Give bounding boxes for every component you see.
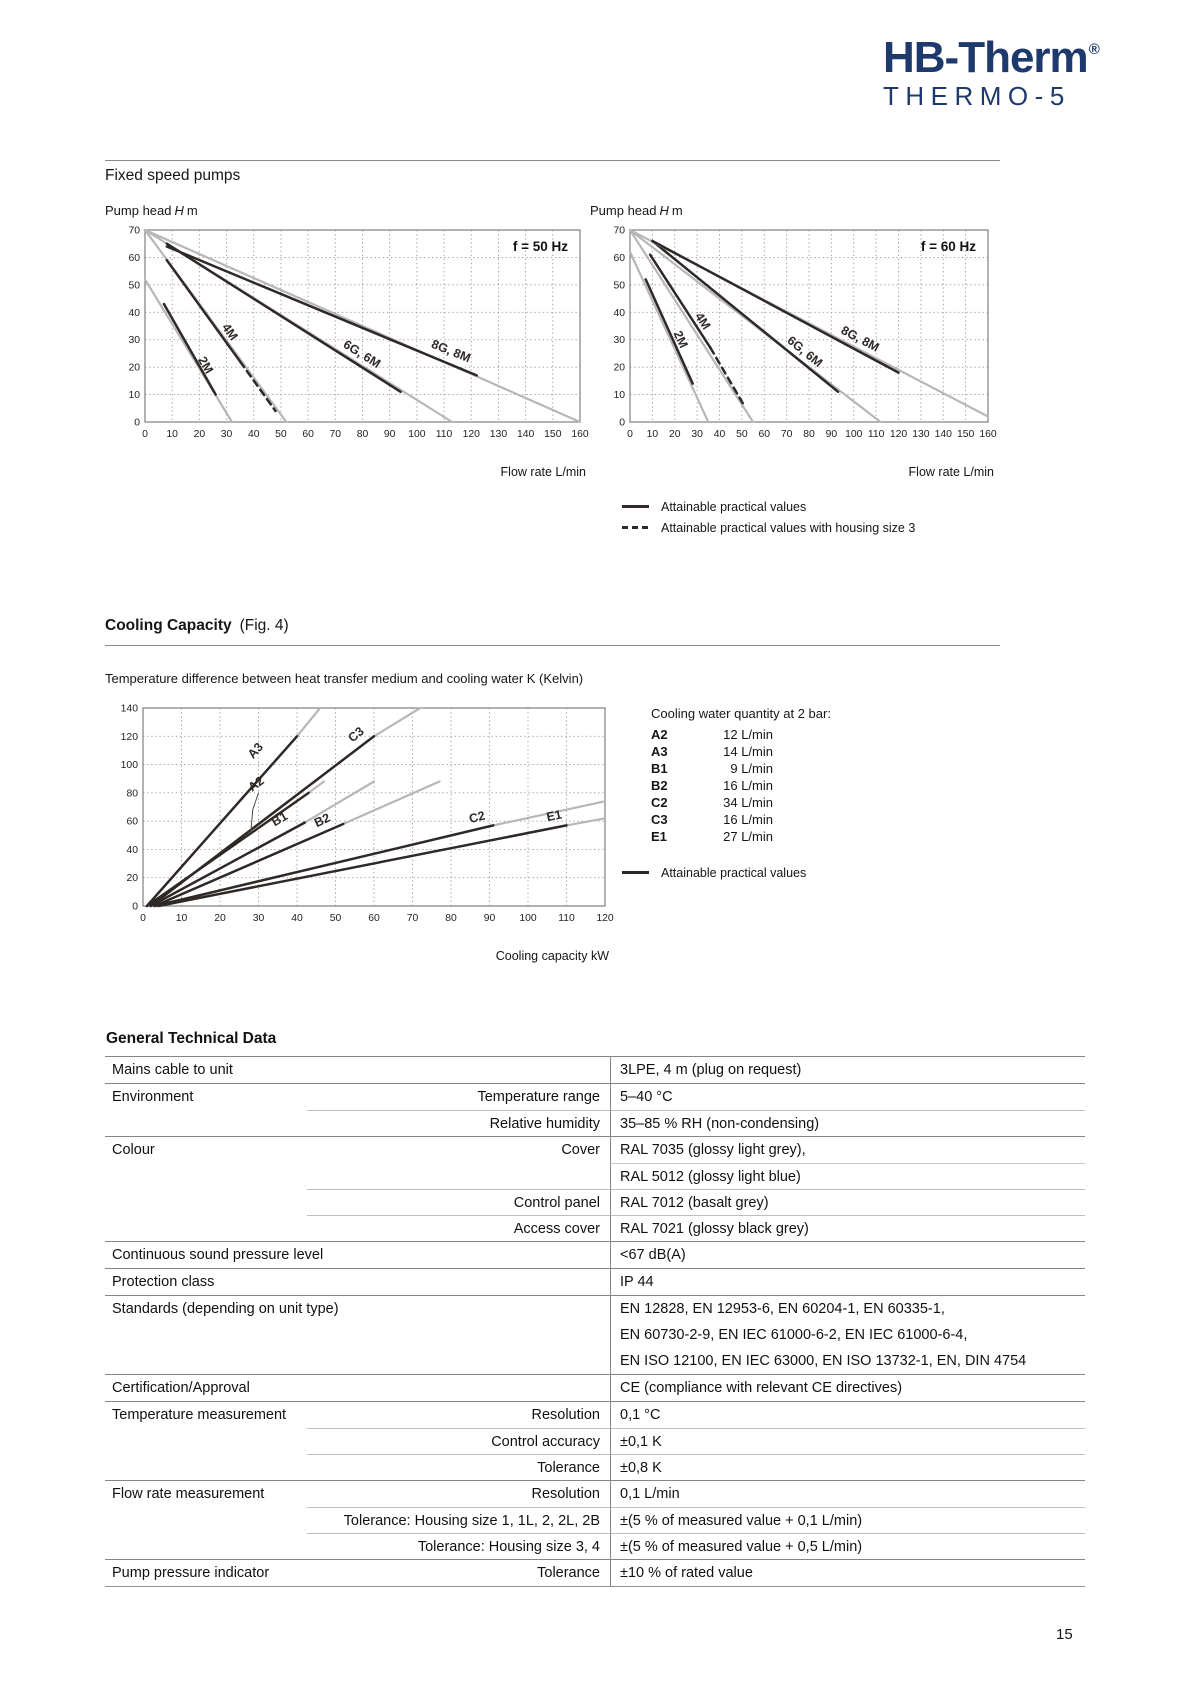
table-row <box>105 1454 1085 1480</box>
logo-brand-text <box>883 33 1099 82</box>
table-sub-label <box>307 1322 610 1348</box>
table-label-cell <box>105 1454 610 1480</box>
dashed-line-sample <box>622 526 649 529</box>
table-label-cell <box>105 1402 610 1428</box>
table-label-cell <box>105 1137 610 1163</box>
table-main-label <box>105 1215 307 1241</box>
table-main-label: Pump pressure indicator <box>112 1565 270 1581</box>
x-tick-label: 20 <box>214 913 226 924</box>
y-tick-label: 60 <box>126 816 138 828</box>
x-tick-label: 160 <box>979 429 997 440</box>
table-value: 5–40 °C <box>610 1084 1085 1110</box>
table-value: 35–85 % RH (non-condensing) <box>610 1110 1085 1136</box>
axis-title-variable: H <box>659 203 669 218</box>
table-sub-label <box>307 1348 610 1374</box>
curve-label-6G, 6M: 6G, 6M <box>340 337 383 371</box>
legend-item <box>622 496 915 517</box>
x-tick-label: 50 <box>736 429 748 440</box>
x-tick-label: 120 <box>889 429 908 440</box>
table-main-label: Protection class <box>112 1274 215 1290</box>
x-tick-label: 30 <box>252 913 265 924</box>
curve-E1-extension <box>567 818 606 825</box>
pumps-section-heading: Fixed speed pumps <box>105 167 241 184</box>
curve-label-6G, 6M: 6G, 6M <box>784 333 826 371</box>
curve-4M <box>167 260 240 362</box>
flow-code: C2 <box>651 795 668 810</box>
y-tick-label: 70 <box>613 225 625 237</box>
x-tick-label: 140 <box>934 429 952 440</box>
x-tick-label: 60 <box>758 429 771 440</box>
curve-label-C3: C3 <box>345 724 367 746</box>
pump-50hz-chart <box>105 222 590 456</box>
flow-code: C3 <box>651 812 668 827</box>
table-sub-label <box>307 1269 610 1295</box>
flow-list-item <box>651 726 831 743</box>
x-tick-label: 100 <box>408 429 426 440</box>
flow-code: E1 <box>651 829 667 844</box>
y-tick-label: 50 <box>613 280 625 292</box>
table-main-label: Temperature measurement <box>112 1407 287 1423</box>
x-tick-label: 90 <box>383 429 396 440</box>
table-row <box>105 1348 1085 1374</box>
table-row <box>105 1507 1085 1533</box>
x-tick-label: 120 <box>596 913 614 924</box>
pump-chart-50hz-block <box>105 203 590 479</box>
table-value: ±10 % of rated value <box>610 1560 1085 1586</box>
x-tick-label: 110 <box>867 429 885 440</box>
pump-chart-60hz-block <box>590 203 998 479</box>
x-tick-label: 70 <box>406 913 419 924</box>
flow-list-item <box>651 811 831 828</box>
table-main-label <box>105 1348 307 1374</box>
table-label-cell <box>105 1560 610 1586</box>
y-tick-label: 0 <box>619 417 625 429</box>
curve-4M-extension <box>630 230 753 422</box>
table-sub-label <box>307 1242 610 1268</box>
table-value: RAL 7035 (glossy light grey), <box>610 1137 1085 1163</box>
table-row <box>105 1136 1085 1163</box>
legend-item <box>622 517 915 538</box>
y-tick-label: 20 <box>128 362 140 374</box>
table-value: IP 44 <box>610 1269 1085 1295</box>
table-sub-label <box>307 1375 610 1401</box>
cooling-section-heading <box>105 617 289 635</box>
x-tick-label: 120 <box>462 429 480 440</box>
pump-head-axis-title <box>590 203 998 222</box>
axis-title-prefix: Pump head <box>590 203 657 218</box>
y-tick-label: 60 <box>128 252 140 264</box>
table-main-label: Flow rate measurement <box>112 1486 265 1502</box>
curve-label-B1: B1 <box>269 809 291 830</box>
curve-label-A2: A2 <box>245 773 267 795</box>
table-value: EN ISO 12100, EN IEC 63000, EN ISO 13732-1, EN, DIN 4754 <box>610 1348 1085 1374</box>
table-value: EN 12828, EN 12953-6, EN 60204-1, EN 60335-1, <box>610 1296 1085 1322</box>
table-row <box>105 1215 1085 1241</box>
x-tick-label: 80 <box>356 429 369 440</box>
axis-title-unit: m <box>671 203 683 218</box>
x-tick-label: 40 <box>247 429 260 440</box>
cooling-chart-legend <box>622 862 806 883</box>
table-value: RAL 7021 (glossy black grey) <box>610 1215 1085 1241</box>
cooling-water-quantity-title: Cooling water quantity at 2 bar: <box>651 706 831 721</box>
y-tick-label: 80 <box>126 788 138 800</box>
x-tick-label: 0 <box>142 429 148 440</box>
y-tick-label: 20 <box>126 873 138 885</box>
x-tick-label: 20 <box>668 429 681 440</box>
table-main-label <box>105 1189 307 1215</box>
y-tick-label: 40 <box>613 307 625 319</box>
table-sub-label: Access cover <box>307 1215 610 1241</box>
flow-value: 16 L/min <box>723 812 773 827</box>
table-label-cell <box>105 1533 610 1559</box>
section-divider <box>105 160 1000 161</box>
table-label-cell <box>105 1110 610 1136</box>
x-tick-label: 130 <box>489 429 508 440</box>
frequency-annotation: f = 60 Hz <box>920 239 976 254</box>
curve-8G, 8M <box>652 241 898 373</box>
flow-value: 16 L/min <box>723 778 773 793</box>
x-tick-label: 100 <box>519 913 537 924</box>
x-tick-label: 50 <box>275 429 287 440</box>
general-technical-data-section <box>105 1030 1085 1587</box>
table-row <box>105 1163 1085 1189</box>
table-label-cell <box>105 1215 610 1241</box>
curve-label-A3: A3 <box>244 739 267 762</box>
table-main-label <box>105 1454 307 1480</box>
table-label-cell <box>105 1242 610 1268</box>
table-main-label: Continuous sound pressure level <box>112 1247 324 1263</box>
table-main-label: Environment <box>112 1089 194 1105</box>
cooling-heading-bold: Cooling Capacity <box>105 617 232 634</box>
table-label-cell <box>105 1322 610 1348</box>
x-tick-label: 50 <box>329 913 342 924</box>
x-tick-label: 10 <box>646 429 659 440</box>
table-main-label <box>105 1507 307 1533</box>
x-tick-label: 0 <box>627 429 633 440</box>
table-value: CE (compliance with relevant CE directives) <box>610 1375 1085 1401</box>
table-main-label <box>105 1428 307 1454</box>
flow-value: 14 L/min <box>723 744 773 759</box>
table-sub-label: Control accuracy <box>307 1428 610 1454</box>
cooling-chart-block <box>105 700 617 963</box>
table-sub-label <box>307 1296 610 1322</box>
table-sub-label: Temperature range <box>477 1089 600 1105</box>
curve-label-C2: C2 <box>467 808 487 826</box>
table-label-cell <box>105 1057 610 1083</box>
table-row <box>105 1533 1085 1559</box>
x-tick-label: 60 <box>302 429 314 440</box>
table-label-cell <box>105 1348 610 1374</box>
x-tick-label: 70 <box>329 429 342 440</box>
table-value: 0,1 L/min <box>610 1481 1085 1507</box>
curve-4M-dashed <box>711 348 745 406</box>
pump-chart-legend <box>622 496 915 538</box>
table-main-label: Mains cable to unit <box>112 1062 233 1078</box>
flow-list-item <box>651 743 831 760</box>
table-row <box>105 1295 1085 1322</box>
flow-rate-xlabel: Flow rate L/min <box>500 465 586 479</box>
y-tick-label: 0 <box>132 901 138 913</box>
table-value: RAL 5012 (glossy light blue) <box>610 1163 1085 1189</box>
table-row <box>105 1083 1085 1110</box>
table-row <box>105 1056 1085 1083</box>
x-tick-label: 130 <box>912 429 930 440</box>
table-label-cell <box>105 1428 610 1454</box>
x-tick-label: 80 <box>803 429 815 440</box>
y-tick-label: 0 <box>134 417 140 429</box>
table-row <box>105 1374 1085 1401</box>
curve-label-B2: B2 <box>312 810 333 831</box>
table-value: ±(5 % of measured value + 0,5 L/min) <box>610 1533 1085 1559</box>
cooling-water-quantity-panel <box>651 706 831 845</box>
x-tick-label: 160 <box>571 429 589 440</box>
x-tick-label: 70 <box>780 429 793 440</box>
curve-A3-extension <box>297 708 320 736</box>
table-label-cell <box>105 1375 610 1401</box>
y-tick-label: 20 <box>613 362 625 374</box>
table-row <box>105 1401 1085 1428</box>
pump-head-axis-title <box>105 203 590 222</box>
x-tick-label: 40 <box>713 429 726 440</box>
axis-title-prefix: Pump head <box>105 203 172 218</box>
x-tick-label: 20 <box>193 429 206 440</box>
x-tick-label: 90 <box>483 913 496 924</box>
y-tick-label: 30 <box>613 335 625 347</box>
table-sub-label: Tolerance: Housing size 1, 1L, 2, 2L, 2B <box>307 1507 610 1533</box>
flow-list-item <box>651 777 831 794</box>
y-tick-label: 30 <box>128 335 140 347</box>
curve-label-2M: 2M <box>670 328 691 351</box>
table-main-label <box>105 1533 307 1559</box>
solid-line-sample <box>622 871 649 874</box>
table-value: RAL 7012 (basalt grey) <box>610 1189 1085 1215</box>
flow-code: B2 <box>651 778 668 793</box>
table-sub-label: Resolution <box>531 1486 600 1502</box>
table-row <box>105 1189 1085 1215</box>
y-tick-label: 40 <box>128 307 140 319</box>
flow-value: 9 L/min <box>730 761 773 776</box>
flow-value: 27 L/min <box>723 829 773 844</box>
table-heading: General Technical Data <box>106 1030 277 1047</box>
table-value: EN 60730-2-9, EN IEC 61000-6-2, EN IEC 61000-6-4, <box>610 1322 1085 1348</box>
section-divider <box>105 645 1000 646</box>
table-value: <67 dB(A) <box>610 1242 1085 1268</box>
curve-label-4M: 4M <box>219 320 241 344</box>
curve-label-8G, 8M: 8G, 8M <box>429 336 473 366</box>
table-sub-label: Relative humidity <box>307 1110 610 1136</box>
y-tick-label: 10 <box>128 390 140 402</box>
legend-label: Attainable practical values <box>661 865 807 880</box>
table-sub-label: Control panel <box>307 1189 610 1215</box>
x-tick-label: 140 <box>516 429 535 440</box>
frequency-annotation: f = 50 Hz <box>512 239 568 254</box>
table-row <box>105 1268 1085 1295</box>
x-tick-label: 110 <box>558 913 575 924</box>
y-tick-label: 70 <box>128 225 140 237</box>
x-tick-label: 30 <box>691 429 703 440</box>
x-tick-label: 10 <box>175 913 188 924</box>
table-label-cell <box>105 1163 610 1189</box>
table-main-label <box>105 1163 307 1189</box>
table-sub-label: Tolerance <box>307 1454 610 1480</box>
y-tick-label: 40 <box>126 844 138 856</box>
table-sub-label: Cover <box>561 1142 600 1158</box>
curve-E1 <box>158 825 566 906</box>
table-main-label <box>105 1322 307 1348</box>
table-value: ±0,8 K <box>610 1454 1085 1480</box>
flow-code: A2 <box>651 727 668 742</box>
flow-code: A3 <box>651 744 668 759</box>
x-tick-label: 40 <box>291 913 303 924</box>
table-row <box>105 1322 1085 1348</box>
curve-label-4M: 4M <box>692 309 714 333</box>
registered-mark: ® <box>1088 41 1099 58</box>
x-tick-label: 60 <box>368 913 380 924</box>
table-row <box>105 1241 1085 1268</box>
table-value: 3LPE, 4 m (plug on request) <box>610 1057 1085 1083</box>
page-number: 15 <box>1056 1626 1073 1643</box>
table-row <box>105 1428 1085 1454</box>
cooling-heading-fig: (Fig. 4) <box>239 617 289 634</box>
flow-value: 34 L/min <box>723 795 773 810</box>
y-tick-label: 100 <box>120 760 138 772</box>
x-tick-label: 90 <box>825 429 838 440</box>
curve-B2-extension <box>343 782 439 825</box>
logo-brand-name: HB-Therm <box>883 33 1088 82</box>
technical-table <box>105 1056 1085 1587</box>
table-value: 0,1 °C <box>610 1402 1085 1428</box>
flow-code: B1 <box>651 761 668 776</box>
table-row <box>105 1480 1085 1507</box>
curve-C3-extension <box>374 708 420 736</box>
table-sub-label: Tolerance: Housing size 3, 4 <box>307 1533 610 1559</box>
logo-product-text: THERMO-5 <box>883 81 1071 111</box>
y-tick-label: 10 <box>613 390 625 402</box>
cooling-axis-title: Temperature difference between heat transfer medium and cooling water K (Kelvin) <box>105 671 584 686</box>
y-tick-label: 50 <box>128 280 140 292</box>
table-label-cell <box>105 1084 610 1110</box>
x-tick-label: 150 <box>544 429 562 440</box>
table-sub-label <box>307 1057 610 1083</box>
curve-label-2M: 2M <box>195 354 216 377</box>
axis-title-variable: H <box>174 203 184 218</box>
table-value: ±(5 % of measured value + 0,1 L/min) <box>610 1507 1085 1533</box>
table-label-cell <box>105 1296 610 1322</box>
flow-list-item <box>651 828 831 845</box>
table-sub-label: Resolution <box>531 1407 600 1423</box>
legend-item <box>622 862 806 883</box>
table-label-cell <box>105 1269 610 1295</box>
flow-list-item <box>651 794 831 811</box>
x-tick-label: 10 <box>166 429 178 440</box>
legend-label: Attainable practical values <box>661 499 807 514</box>
curve-4M-dashed <box>240 362 275 411</box>
table-row <box>105 1559 1085 1587</box>
curve-label-E1: E1 <box>545 807 564 825</box>
table-value: ±0,1 K <box>610 1428 1085 1454</box>
table-main-label: Certification/Approval <box>112 1380 250 1396</box>
x-tick-label: 150 <box>956 429 975 440</box>
table-sub-label <box>307 1163 610 1189</box>
legend-label: Attainable practical values with housing size 3 <box>661 520 916 535</box>
table-sub-label: Tolerance <box>537 1565 600 1581</box>
y-tick-label: 120 <box>120 731 138 743</box>
curve-2M-extension <box>145 279 232 422</box>
curve-6G, 6M <box>652 241 838 392</box>
table-label-cell <box>105 1189 610 1215</box>
cooling-water-quantity-list <box>651 726 831 845</box>
axis-title-unit: m <box>186 203 198 218</box>
flow-rate-xlabel: Flow rate L/min <box>908 465 994 479</box>
curve-label-8G, 8M: 8G, 8M <box>838 323 882 355</box>
hb-therm-logo <box>883 33 1099 111</box>
table-main-label: Standards (depending on unit type) <box>112 1301 339 1317</box>
y-tick-label: 140 <box>120 703 138 715</box>
x-tick-label: 0 <box>140 913 146 924</box>
flow-value: 12 L/min <box>723 727 773 742</box>
cooling-capacity-xlabel: Cooling capacity kW <box>495 949 609 963</box>
x-tick-label: 100 <box>845 429 863 440</box>
table-row <box>105 1110 1085 1136</box>
x-tick-label: 110 <box>435 429 453 440</box>
solid-line-sample <box>622 505 649 508</box>
y-tick-label: 60 <box>613 252 625 264</box>
x-tick-label: 30 <box>220 429 233 440</box>
cooling-capacity-chart <box>105 700 617 940</box>
table-label-cell <box>105 1481 610 1507</box>
table-label-cell <box>105 1507 610 1533</box>
pump-60hz-chart <box>590 222 998 456</box>
table-main-label: Colour <box>112 1142 155 1158</box>
x-tick-label: 80 <box>445 913 457 924</box>
table-main-label <box>105 1110 307 1136</box>
flow-list-item <box>651 760 831 777</box>
curve-8G, 8M <box>167 247 477 376</box>
